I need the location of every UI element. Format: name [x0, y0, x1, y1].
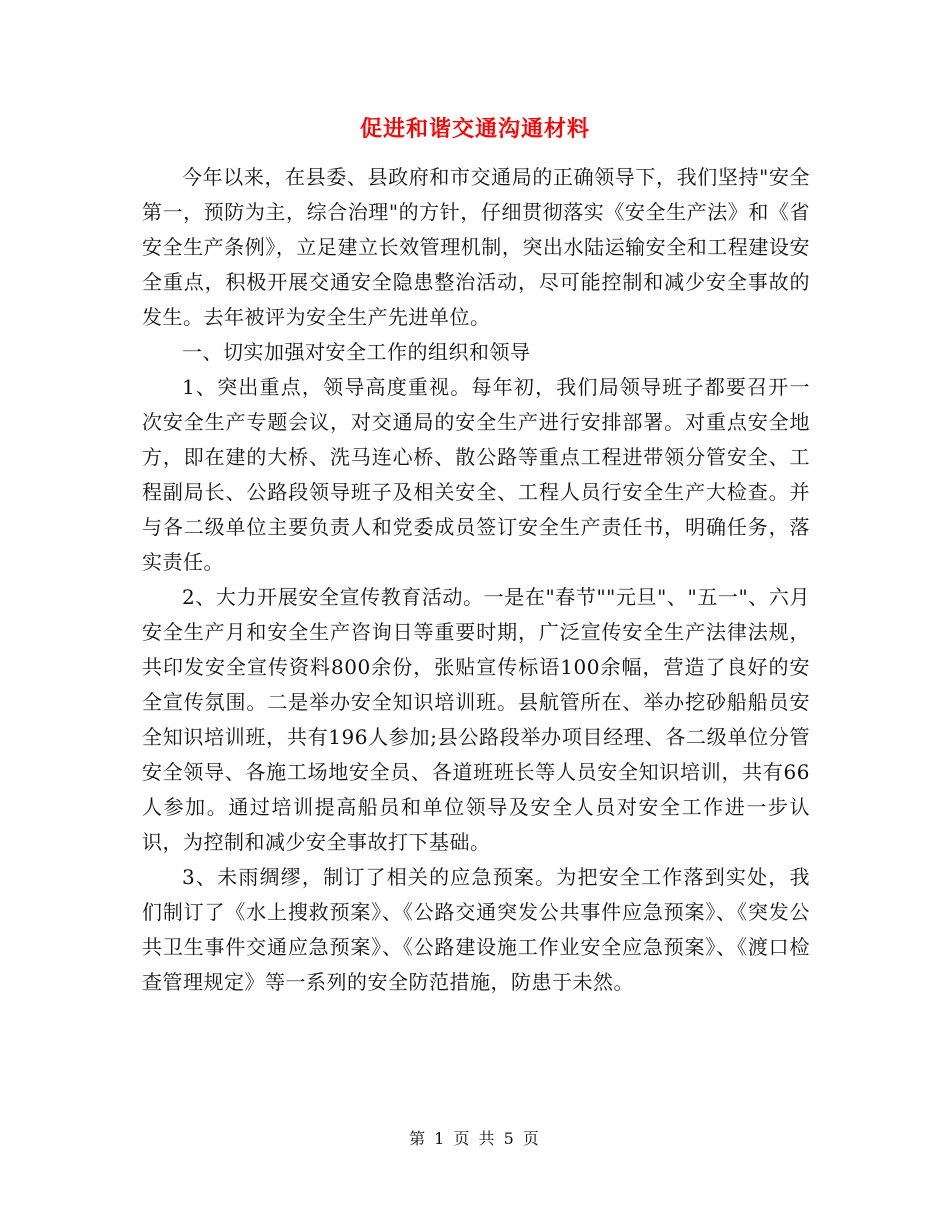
paragraph-item-1: 1、突出重点，领导高度重视。每年初，我们局领导班子都要召开一次安全生产专题会议，对交通局的安全生产进行安排部署。对重点安全地方，即在建的大桥、洗马连心桥、散公路等重点工程进带领分管安全、工程副局长、公路段领导班子及相关安全、工程人员行安全生产大检查。并与各二级单位主要负责人和党委成员签订安全生产责任书，明确任务，落实责任。 — [142, 375, 810, 574]
section-heading-1: 一、切实加强对安全工作的组织和领导 — [182, 340, 531, 364]
page-number-footer: 第 1 页 共 5 页 — [409, 1129, 541, 1148]
paragraph-item-2: 2、大力开展安全宣传教育活动。一是在"春节""元旦"、"五一"、六月安全生产月和安全生产咨询日等重要时期，广泛宣传安全生产法律法规，共印发安全宣传资料800余份，张贴宣传标语100余幅，营造了良好的安全宣传氛围。二是举办安全知识培训班。县航管所在、举办挖砂船船员安全知识培训班，共有196人参加;县公路段举办项目经理、各二级单位分管安全领导、各施工场地安全员、各道班班长等人员安全知识培训，共有66人参加。通过培训提高船员和单位领导及安全人员对安全工作进一步认识，为控制和减少安全事故打下基础。 — [142, 585, 810, 854]
paragraph-intro: 今年以来，在县委、县政府和市交通局的正确领导下，我们坚持"安全第一，预防为主，综合治理"的方针，仔细贯彻落实《安全生产法》和《省安全生产条例》，立足建立长效管理机制，突出水陆运输安全和工程建设安全重点，积极开展交通安全隐患整治活动，尽可能控制和减少安全事故的发生。去年被评为安全生产先进单位。 — [142, 165, 810, 329]
paragraph-item-3: 3、未雨绸缪，制订了相关的应急预案。为把安全工作落到实处，我们制订了《水上搜救预案》、《公路交通突发公共事件应急预案》、《突发公共卫生事件交通应急预案》、《公路建设施工作业安全应急预案》、《渡口检查管理规定》等一系列的安全防范措施，防患于未然。 — [142, 865, 810, 994]
document-body — [142, 160, 810, 1000]
document-title: 促进和谐交通沟通材料 — [359, 116, 590, 142]
